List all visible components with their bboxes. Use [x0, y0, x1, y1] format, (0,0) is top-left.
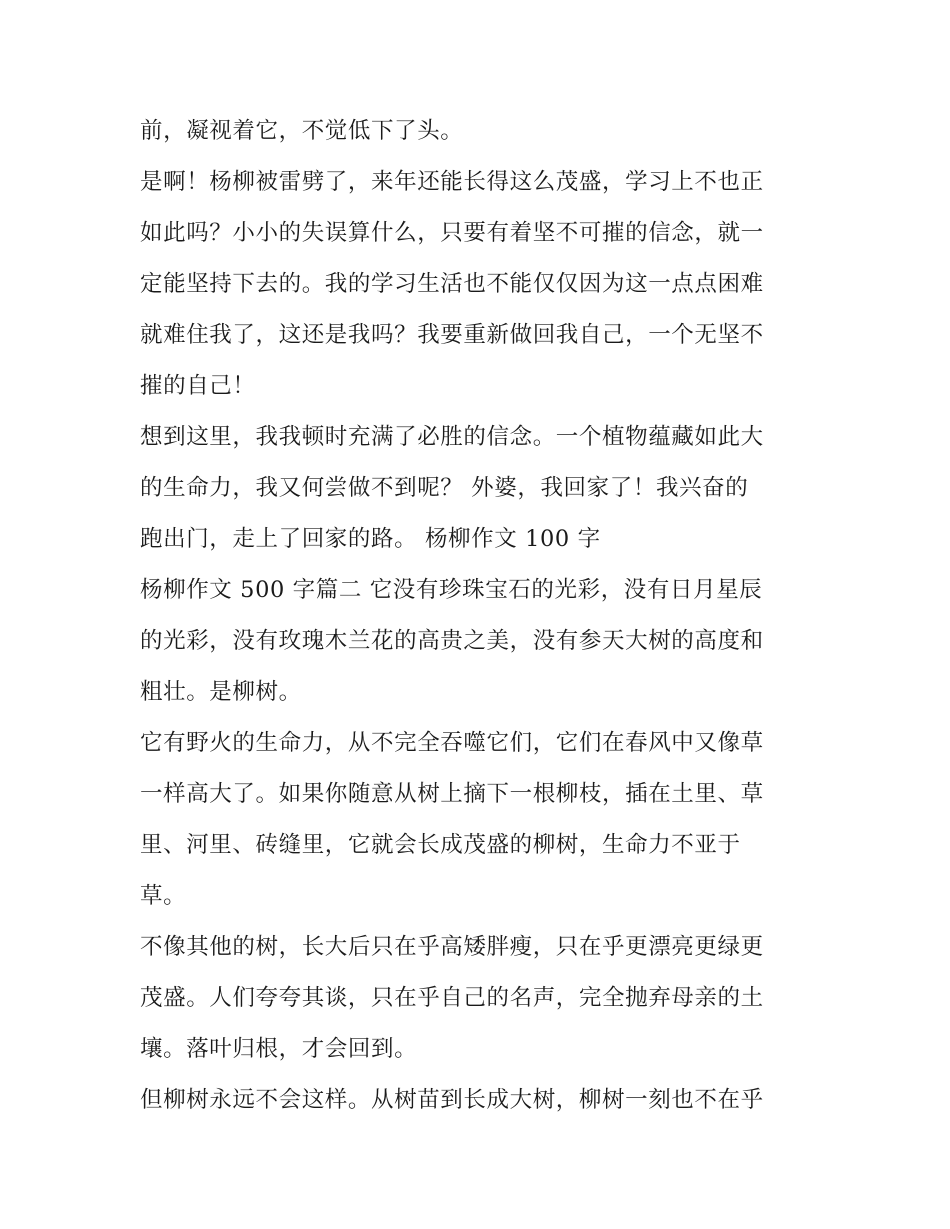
text-line: 里、河里、砖缝里，它就会长成茂盛的柳树，生命力不亚于 [140, 832, 741, 858]
text-line: 粗壮。是柳树。 [140, 679, 302, 705]
text-line: 茂盛。人们夸夸其谈，只在乎自己的名声，完全抛弃母亲的土 [140, 985, 764, 1011]
text-line: 如此吗？小小的失误算什么，只要有着坚不可摧的信念，就一 [140, 220, 764, 246]
text-line: 不像其他的树，长大后只在乎高矮胖瘦，只在乎更漂亮更绿更 [140, 934, 764, 960]
text-line: 就难住我了，这还是我吗？我要重新做回我自己，一个无坚不 [140, 322, 764, 348]
text-line: 的光彩，没有玫瑰木兰花的高贵之美，没有参天大树的高度和 [140, 628, 764, 654]
text-line: 杨柳作文 500 字篇二 它没有珍珠宝石的光彩，没有日月星辰 [140, 577, 763, 603]
text-line: 跑出门，走上了回家的路。 杨柳作文 100 字 [140, 526, 601, 552]
text-line: 定能坚持下去的。我的学习生活也不能仅仅因为这一点点困难 [140, 271, 764, 297]
text-line: 草。 [140, 883, 187, 909]
text-line: 是啊！杨柳被雷劈了，来年还能长得这么茂盛，学习上不也正 [140, 169, 764, 195]
text-line: 想到这里，我我顿时充满了必胜的信念。一个植物蕴藏如此大 [140, 424, 764, 450]
text-line: 前，凝视着它，不觉低下了头。 [140, 118, 464, 144]
text-line: 的生命力，我又何尝做不到呢？ 外婆，我回家了！我兴奋的 [140, 475, 749, 501]
text-line: 但柳树永远不会这样。从树苗到长成大树，柳树一刻也不在乎 [140, 1087, 764, 1113]
text-line: 摧的自己！ [140, 373, 256, 399]
text-line: 它有野火的生命力，从不完全吞噬它们，它们在春风中又像草 [140, 730, 764, 756]
document-body [140, 106, 820, 1126]
text-line: 壤。落叶归根，才会回到。 [140, 1036, 418, 1062]
text-line: 一样高大了。如果你随意从树上摘下一根柳枝，插在土里、草 [140, 781, 764, 807]
